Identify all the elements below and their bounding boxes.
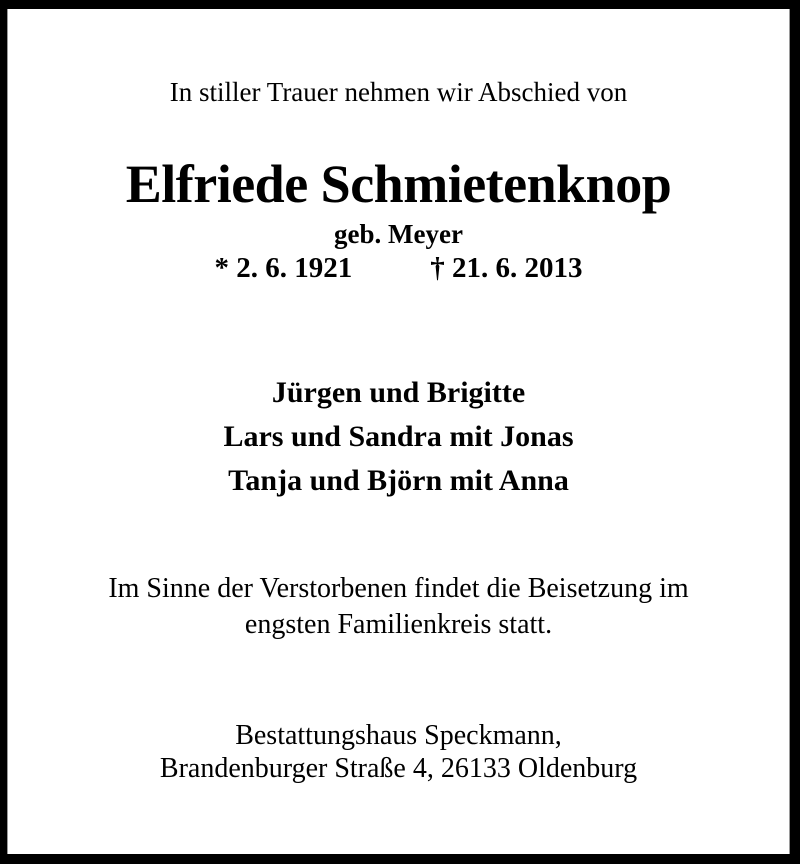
mourners-list (7, 371, 790, 503)
mourner-line: Jürgen und Brigitte (271, 376, 526, 409)
life-dates-row (215, 252, 583, 285)
life-dates (7, 252, 790, 285)
intro-line: In stiller Trauer nehmen wir Abschied von (169, 77, 628, 107)
birth-date: * 2. 6. 1921 (214, 252, 353, 284)
mourner-line: Lars und Sandra mit Jonas (223, 420, 574, 453)
deceased-name: Elfriede Schmietenknop (125, 154, 672, 214)
death-date: † 21. 6. 2013 (430, 252, 583, 284)
funeral-home-block (7, 719, 790, 785)
burial-note-line: Im Sinne der Verstorbenen findet die Beisetzung im (108, 573, 689, 604)
mourner-line: Tanja und Björn mit Anna (228, 464, 569, 497)
burial-note-line: engsten Familienkreis statt. (244, 609, 553, 640)
maiden-name: geb. Meyer (334, 219, 463, 249)
burial-note (7, 571, 790, 643)
funeral-home-name: Bestattungshaus Speckmann, (235, 720, 562, 751)
notice-page (7, 9, 790, 854)
funeral-home-address: Brandenburger Straße 4, 26133 Oldenburg (159, 753, 638, 784)
